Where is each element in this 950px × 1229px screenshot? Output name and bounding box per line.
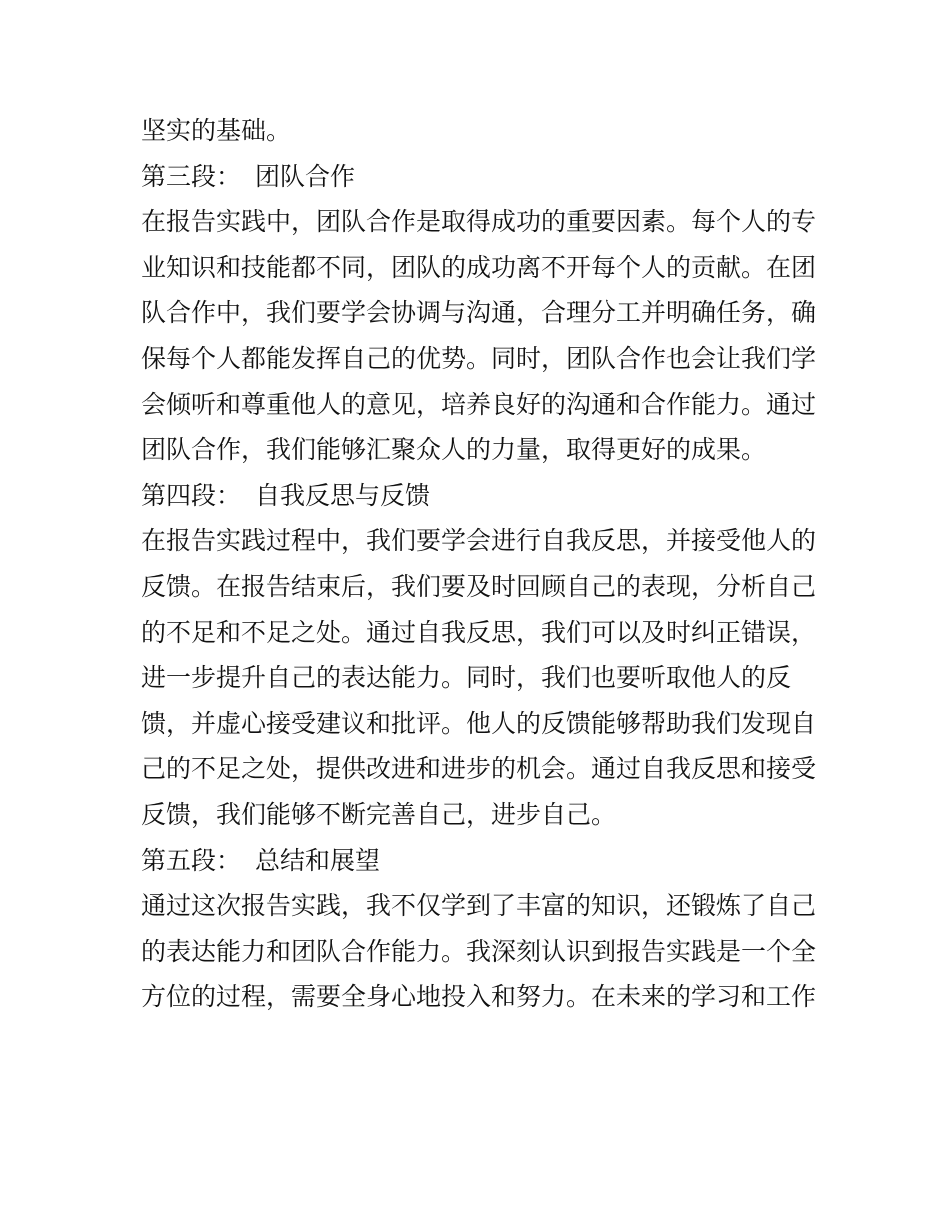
paragraph-line: 保每个人都能发挥自己的优势。同时，团队合作也会让我们学 — [141, 343, 817, 373]
paragraph-line: 业知识和技能都不同，团队的成功离不开每个人的贡献。在团 — [141, 252, 817, 282]
paragraph-line: 会倾听和尊重他人的意见，培养良好的沟通和合作能力。通过 — [141, 389, 817, 419]
paragraph-continuation: 坚实的基础。 — [141, 116, 292, 145]
section-summary-outlook — [141, 838, 816, 1020]
paragraph-line: 反馈。在报告结束后，我们要及时回顾自己的表现，分析自己 — [141, 571, 817, 601]
paragraph-line: 己的不足之处，提供改进和进步的机会。通过自我反思和接受 — [141, 754, 817, 784]
section-heading-title: 团队合作 — [255, 161, 356, 191]
section-heading-title: 总结和展望 — [255, 845, 381, 875]
section-self-reflection — [141, 473, 816, 838]
section-heading — [141, 473, 816, 519]
paragraph-line: 方位的过程，需要全身心地投入和努力。在未来的学习和工作 — [141, 982, 817, 1012]
paragraph-line: 通过这次报告实践，我不仅学到了丰富的知识，还锻炼了自己 — [141, 891, 817, 921]
paragraph-line: 队合作中，我们要学会协调与沟通，合理分工并明确任务，确 — [141, 298, 817, 328]
paragraph-line: 进一步提升自己的表达能力。同时，我们也要听取他人的反 — [141, 663, 792, 693]
section-heading-prefix: 第四段： — [141, 480, 242, 510]
section-heading-prefix: 第三段： — [141, 161, 242, 191]
section-heading — [141, 154, 816, 200]
section-heading-title: 自我反思与反馈 — [255, 480, 431, 510]
paragraph-line-last: 反馈，我们能够不断完善自己，进步自己。 — [141, 799, 617, 829]
paragraph-line: 馈，并虚心接受建议和批评。他人的反馈能够帮助我们发现自 — [141, 708, 817, 738]
paragraph-line: 在报告实践过程中，我们要学会进行自我反思，并接受他人的 — [141, 526, 817, 556]
document-body — [141, 108, 816, 1020]
paragraph-line-last: 团队合作，我们能够汇聚众人的力量，取得更好的成果。 — [141, 435, 767, 465]
section-team-cooperation — [141, 154, 816, 473]
section-heading-prefix: 第五段： — [141, 845, 242, 875]
paragraph-line: 的不足和不足之处。通过自我反思，我们可以及时纠正错误， — [141, 617, 817, 647]
section-heading — [141, 838, 816, 884]
paragraph-line: 在报告实践中，团队合作是取得成功的重要因素。每个人的专 — [141, 207, 817, 237]
paragraph-line: 的表达能力和团队合作能力。我深刻认识到报告实践是一个全 — [141, 936, 817, 966]
